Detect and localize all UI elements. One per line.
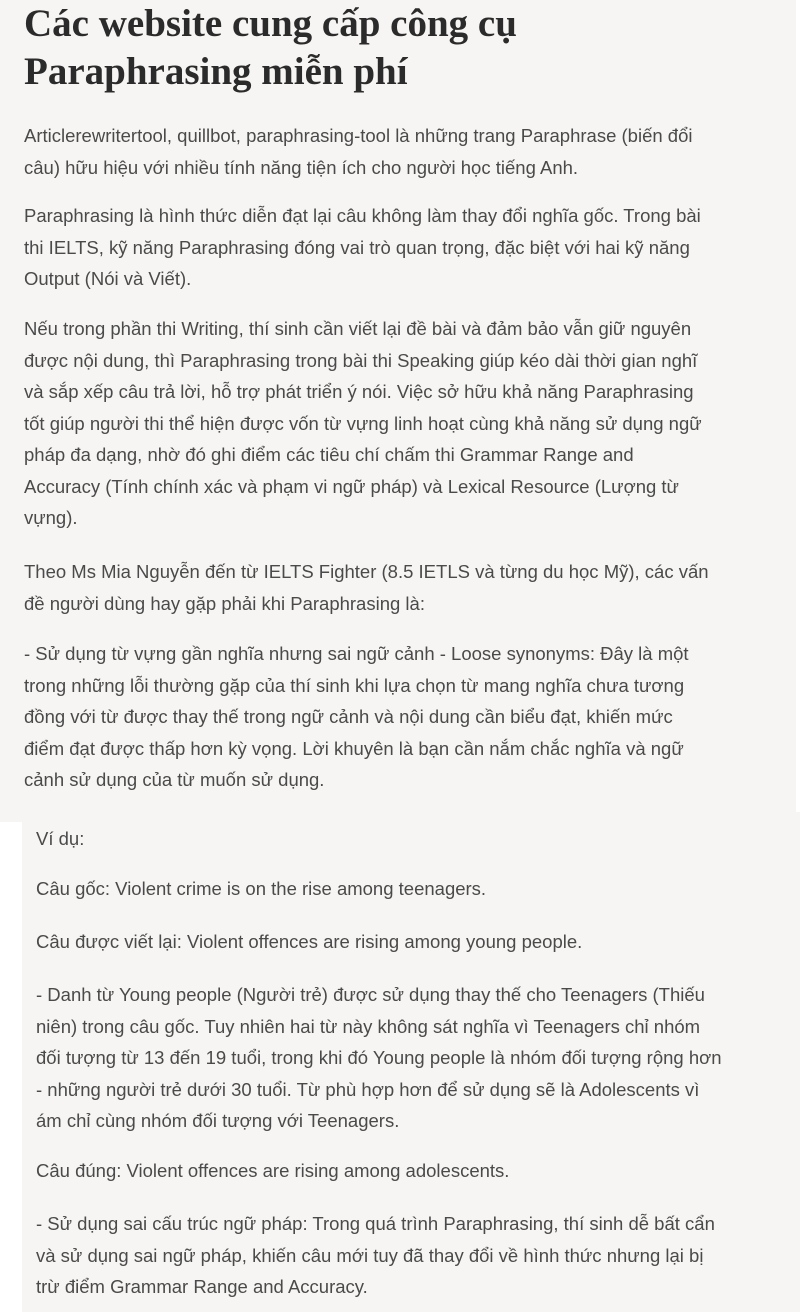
title-line: Paraphrasing miễn phí (24, 50, 408, 93)
paragraph-line: Articlerewritertool, quillbot, paraphrasing-tool là những trang Paraphrase (biến đổi (24, 125, 693, 146)
paragraph-line: Ví dụ: (36, 828, 85, 849)
paragraph-line: câu) hữu hiệu với nhiều tính năng tiện ích cho người học tiếng Anh. (24, 156, 579, 178)
paragraph-line: ám chỉ cùng nhóm đối tượng với Teenagers. (36, 1110, 400, 1131)
paragraph-line: Accuracy (Tính chính xác và phạm vi ngữ pháp) và Lexical Resource (Lượng từ (24, 475, 679, 497)
paragraph-line: tốt giúp người thi thể hiện được vốn từ vựng linh hoạt cùng khả năng sử dụng ngữ (24, 412, 702, 434)
paragraph-line: đối tượng từ 13 đến 19 tuổi, trong khi đó Young people là nhóm đối tượng rộng hơn (36, 1047, 722, 1068)
definition-paragraph (24, 200, 701, 295)
paragraph-line: - Sử dụng sai cấu trúc ngữ pháp: Trong quá trình Paraphrasing, thí sinh dễ bất cẩn (36, 1213, 715, 1234)
paragraph-line: đề người dùng hay gặp phải khi Paraphrasing là: (24, 592, 425, 614)
paragraph-line: Paraphrasing là hình thức diễn đạt lại câu không làm thay đổi nghĩa gốc. Trong bài (24, 205, 701, 226)
grammar-error-paragraph (36, 1208, 715, 1303)
article-title (24, 0, 764, 96)
loose-synonyms-paragraph (24, 638, 689, 796)
paragraph-line: Nếu trong phần thi Writing, thí sinh cần viết lại đề bài và đảm bảo vẫn giữ nguyên (24, 318, 692, 339)
explanation-paragraph (36, 979, 722, 1137)
paragraph-line: - Sử dụng từ vựng gần nghĩa nhưng sai ngữ cảnh - Loose synonyms: Đây là một (24, 643, 689, 664)
writing-speaking-paragraph (24, 313, 702, 534)
paragraph-line: niên) trong câu gốc. Tuy nhiên hai từ này không sát nghĩa vì Teenagers chỉ nhóm (36, 1015, 701, 1037)
paragraph-line: và sử dụng sai ngữ pháp, khiến câu mới tuy đã thay đổi về hình thức nhưng lại bị (36, 1244, 704, 1266)
rewritten-sentence (36, 926, 582, 958)
paragraph-line: và sắp xếp câu trả lời, hỗ trợ phát triển ý nói. Việc sở hữu khả năng Paraphrasing (24, 381, 694, 402)
paragraph-line: trừ điểm Grammar Range and Accuracy. (36, 1276, 368, 1297)
paragraph-line: thi IELTS, kỹ năng Paraphrasing đóng vai trò quan trọng, đặc biệt với hai kỹ năng (24, 236, 690, 258)
expert-quote-paragraph (24, 556, 709, 619)
example-label (36, 823, 84, 855)
original-sentence (36, 873, 486, 905)
paragraph-line: Câu gốc: Violent crime is on the rise among teenagers. (36, 878, 487, 899)
paragraph-line: pháp đa dạng, nhờ đó ghi điểm các tiêu chí chấm thi Grammar Range and (24, 444, 634, 465)
paragraph-line: - Danh từ Young people (Người trẻ) được sử dụng thay thế cho Teenagers (Thiếu (36, 984, 705, 1005)
paragraph-line: - những người trẻ dưới 30 tuổi. Từ phù hợp hơn để sử dụng sẽ là Adolescents vì (36, 1078, 700, 1100)
paragraph-line: cảnh sử dụng của từ muốn sử dụng. (24, 769, 325, 790)
paragraph-line: Câu đúng: Violent offences are rising among adolescents. (36, 1160, 510, 1181)
paragraph-line: được nội dung, thì Paraphrasing trong bài thi Speaking giúp kéo dài thời gian nghĩ (24, 349, 698, 371)
intro-paragraph (24, 120, 692, 183)
paragraph-line: trong những lỗi thường gặp của thí sinh khi lựa chọn từ mang nghĩa chưa tương (24, 674, 685, 696)
paragraph-line: vựng). (24, 507, 78, 528)
paragraph-line: điểm đạt được thấp hơn kỳ vọng. Lời khuyên là bạn cần nắm chắc nghĩa và ngữ (24, 737, 684, 759)
title-line: Các website cung cấp công cụ (24, 2, 517, 45)
paragraph-line: Câu được viết lại: Violent offences are rising among young people. (36, 931, 583, 952)
paragraph-line: Output (Nói và Viết). (24, 268, 192, 289)
paragraph-line: đồng với từ được thay thế trong ngữ cảnh và nội dung cần biểu đạt, khiến mức (24, 706, 673, 727)
correct-sentence (36, 1155, 509, 1187)
paragraph-line: Theo Ms Mia Nguyễn đến từ IELTS Fighter (8.5 IETLS và từng du học Mỹ), các vấn (24, 561, 709, 582)
